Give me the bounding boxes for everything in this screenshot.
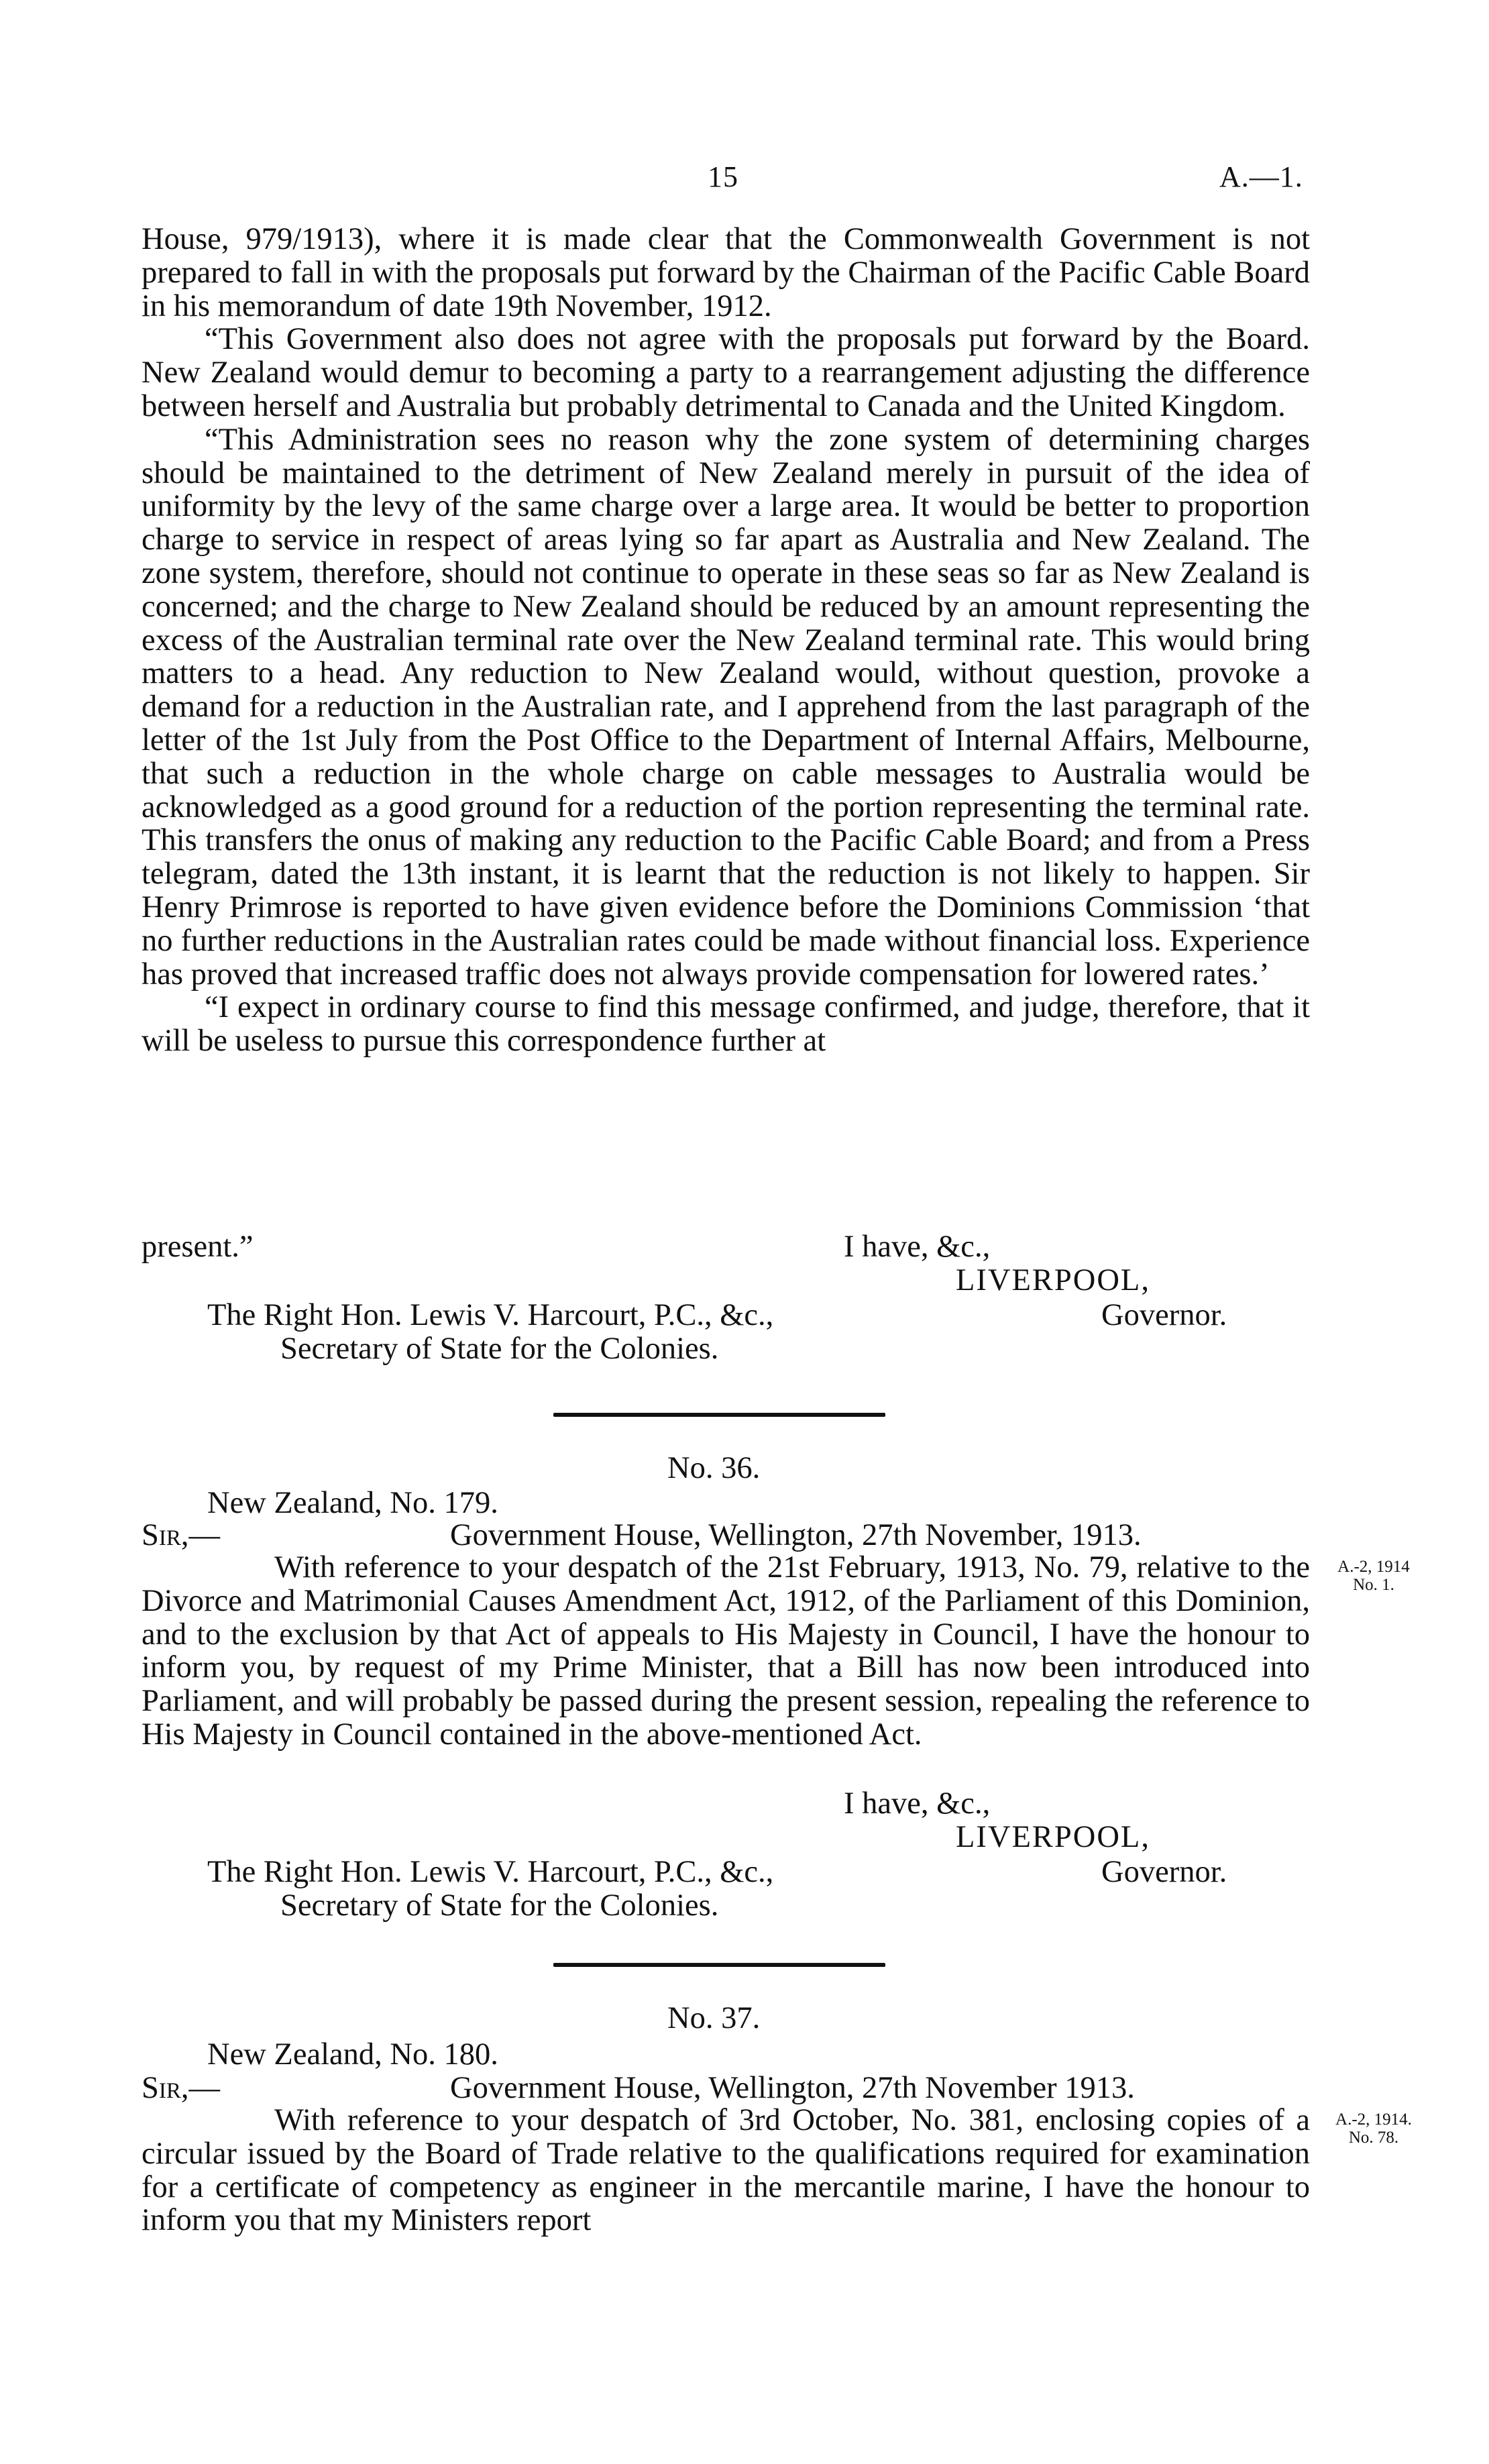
document-reference: A.—1.	[1219, 160, 1303, 193]
page-number: 15	[708, 160, 738, 193]
addressee-line-2: Secretary of State for the Colonies.	[280, 1888, 719, 1923]
letter-reference: New Zealand, No. 179.	[207, 1486, 498, 1520]
paragraph: House, 979/1913), where it is made clear that the Commonwealth Government is not prepared to fall in with the proposals put forward by the Chairman of the Pacific Cable Board in his memorandum of date 19th November, 1912.	[142, 222, 1310, 323]
letter-reference: New Zealand, No. 180.	[207, 2037, 498, 2072]
closing-last-line: present.”	[142, 1230, 254, 1264]
margin-note-line: No. 78.	[1348, 2129, 1399, 2147]
letter-number: No. 37.	[667, 2001, 761, 2035]
signer-title: Governor.	[1101, 1298, 1227, 1332]
addressee-line-1: The Right Hon. Lewis V. Harcourt, P.C., &c.,	[207, 1855, 774, 1889]
margin-note	[1320, 2110, 1427, 2147]
salutation: Sir,—	[142, 1518, 220, 1552]
letter-number: No. 36.	[667, 1451, 761, 1485]
addressee-line-2: Secretary of State for the Colonies.	[280, 1332, 719, 1366]
paragraph: “This Administration sees no reason why the zone system of determining charges should be maintained to the detriment of New Zealand merely in pursuit of the idea of uniformity by the levy of the same charge over a large area. It would be better to proportion charge to service in respect of areas lying so far apart as Australia and New Zealand. The zone system, therefore, should not continue to operate in these seas so far as New Zealand is concerned; and the charge to New Zealand should be reduced by an amount representing the excess of the Australian terminal rate over the New Zealand terminal rate. This would bring matters to a head. Any reduction to New Zealand would, without question, provoke a demand for a reduction in the Australian rate, and I apprehend from the last paragraph of the letter of the 1st July from the Post Office to the Department of Internal Affairs, Melbourne, that such a reduction in the whole charge on cable messages to Australia would be acknowledged as a good ground for a reduction of the portion representing the terminal rate. This transfers the onus of making any reduction to the Pacific Cable Board; and from a Press telegram, dated the 13th instant, it is learnt that the reduction is not likely to happen. Sir Henry Primrose is reported to have given evidence before the Dominions Commission ‘that no further reductions in the Australian rates could be made without financial loss. Experience has proved that increased traffic does not always provide compensation for lowered rates.’	[142, 422, 1310, 992]
dateline: Government House, Wellington, 27th November 1913.	[450, 2071, 1135, 2105]
signer-title: Governor.	[1101, 1855, 1227, 1889]
margin-note-line: A.-2, 1914	[1337, 1558, 1410, 1576]
addressee-line-1: The Right Hon. Lewis V. Harcourt, P.C., &c.,	[207, 1298, 774, 1332]
section-divider	[553, 1963, 885, 1967]
letter-body	[142, 1551, 1310, 1752]
margin-note-line: A.-2, 1914.	[1335, 2110, 1412, 2129]
salutation: Sir,—	[142, 2071, 220, 2105]
margin-note-line: No. 1.	[1353, 1576, 1394, 1594]
paragraph: With reference to your despatch of 3rd October, No. 381, enclosing copies of a circular issued by the Board of Trade relative to the qualifications required for examination for a certificate of competency as engineer in the mercantile marine, I have the honour to inform you that my Ministers report	[142, 2103, 1310, 2238]
continued-letter-body	[142, 223, 1310, 1058]
paragraph: “I expect in ordinary course to find this message confirmed, and judge, therefore, that it will be useless to pursue this correspondence further at	[142, 990, 1310, 1059]
section-divider	[553, 1413, 885, 1417]
paragraph: “This Government also does not agree with the proposals put forward by the Board. New Zealand would demur to becoming a party to a rearrangement adjusting the difference between herself and Australia but probably detrimental to Canada and the United Kingdom.	[142, 322, 1310, 423]
dateline: Government House, Wellington, 27th November, 1913.	[450, 1518, 1142, 1552]
letter-body	[142, 2104, 1310, 2237]
signature: LIVERPOOL,	[956, 1820, 1150, 1854]
margin-note	[1320, 1558, 1427, 1594]
closing-phrase: I have, &c.,	[844, 1786, 991, 1821]
closing-phrase: I have, &c.,	[844, 1230, 991, 1264]
paragraph: With reference to your despatch of the 21st February, 1913, No. 79, relative to the Divorce and Matrimonial Causes Amendment Act, 1912, of the Parliament of this Dominion, and to the exclusion by that Act of appeals to His Majesty in Council, I have the honour to inform you, by request of my Prime Minister, that a Bill has now been introduced into Parliament, and will probably be passed during the present session, repealing the reference to His Majesty in Council contained in the above-mentioned Act.	[142, 1550, 1310, 1752]
signature: LIVERPOOL,	[956, 1263, 1150, 1297]
